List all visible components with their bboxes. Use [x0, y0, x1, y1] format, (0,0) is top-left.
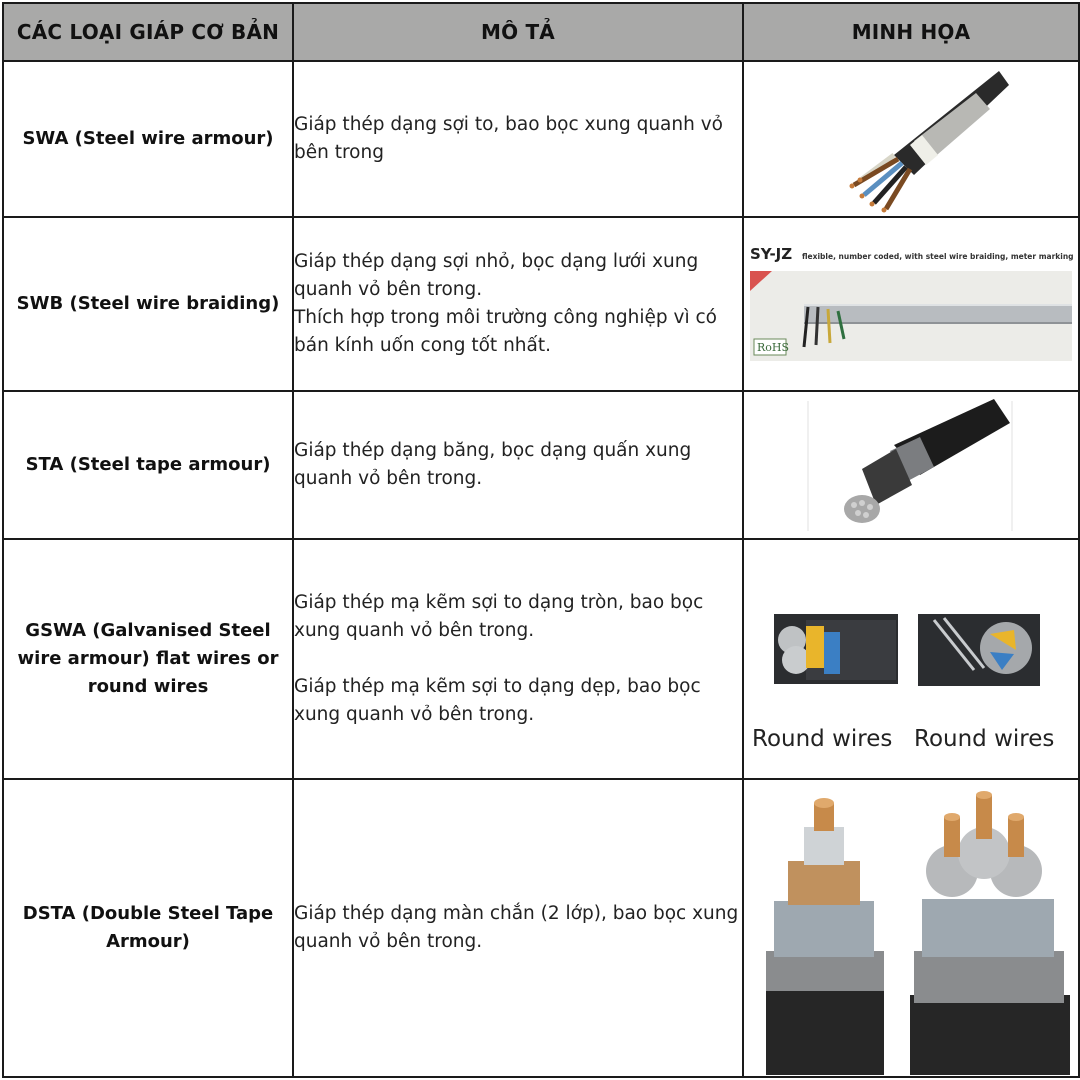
header-description: MÔ TẢ	[293, 3, 743, 61]
armour-description	[293, 391, 743, 539]
description-text: Giáp thép dạng sợi to, bao bọc xung quanh vỏ bên trong	[294, 114, 723, 163]
armour-description	[293, 539, 743, 779]
description-text: Giáp thép mạ kẽm sợi to dạng dẹp, bao bọc xung quanh vỏ bên trong.	[294, 676, 701, 725]
table-row	[3, 61, 1079, 217]
armour-type: DSTA (Double Steel Tape Armour)	[3, 779, 293, 1077]
description-text: Giáp thép dạng băng, bọc dạng quấn xung quanh vỏ bên trong.	[294, 440, 692, 489]
armour-types-table	[2, 2, 1080, 1078]
rohs-badge: RoHS	[757, 341, 790, 354]
description-text: Thích hợp trong môi trường công nghiệp vì có bán kính uốn cong tốt nhất.	[294, 307, 717, 356]
table-row	[3, 539, 1079, 779]
dsta-cable-illustration	[743, 779, 1079, 1077]
header-illustration: MINH HỌA	[743, 3, 1079, 61]
armour-description	[293, 217, 743, 391]
armour-description	[293, 61, 743, 217]
header-type: CÁC LOẠI GIÁP CƠ BẢN	[3, 3, 293, 61]
armour-description	[293, 779, 743, 1077]
armour-type: STA (Steel tape armour)	[3, 391, 293, 539]
swb-cable-illustration	[743, 217, 1079, 391]
swb-image-subtitle: flexible, number coded, with steel wire braiding, meter marking	[802, 252, 1074, 261]
armour-type: GSWA (Galvanised Steel wire armour) flat wires or round wires	[3, 539, 293, 779]
table-row	[3, 779, 1079, 1077]
sta-cable-illustration	[743, 391, 1079, 539]
table-header-row	[3, 3, 1079, 61]
table-row	[3, 217, 1079, 391]
table-row	[3, 391, 1079, 539]
gswa-caption-left: Round wires	[752, 726, 893, 752]
gswa-cable-illustration	[743, 539, 1079, 779]
swb-image-title: SY-JZ	[750, 245, 793, 263]
description-text: Giáp thép mạ kẽm sợi to dạng tròn, bao bọc xung quanh vỏ bên trong.	[294, 592, 704, 641]
description-text: Giáp thép dạng sợi nhỏ, bọc dạng lưới xung quanh vỏ bên trong.	[294, 251, 699, 300]
description-text: Giáp thép dạng màn chắn (2 lớp), bao bọc xung quanh vỏ bên trong.	[294, 903, 739, 952]
armour-type: SWB (Steel wire braiding)	[3, 217, 293, 391]
swa-cable-illustration	[743, 61, 1079, 217]
armour-type: SWA (Steel wire armour)	[3, 61, 293, 217]
gswa-caption-right: Round wires	[914, 726, 1055, 752]
